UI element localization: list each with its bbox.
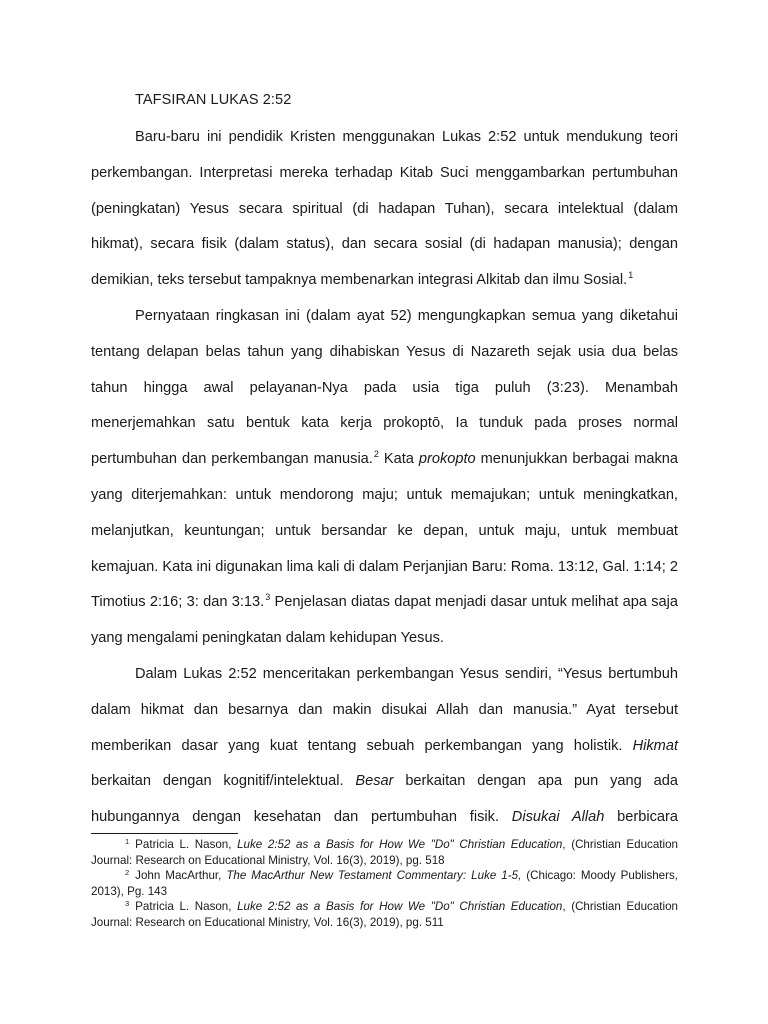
footnote-3-rest: , (Christian Education Journal: Research on Educational Ministry, Vol. 16(3), 2019), pg. 511	[91, 900, 678, 929]
footnote-2-mark: 2	[125, 868, 130, 878]
paragraph-3-text-b: berkaitan dengan kognitif/intelektual.	[91, 773, 356, 790]
paragraph-2-text-b: menunjukkan berbagai makna yang diterjemahkan: untuk mendorong maju; untuk memajukan; untuk meningkatkan, melanjutkan, keuntungan; untuk bersandar ke depan, untuk maju, untuk membuat kemajuan. Kata ini digunakan lima kali di dalam Perjanjian Baru: Roma. 13:12, Gal. 1:14; 2 Timotius 2:16; 3: dan 3:13.	[91, 451, 678, 611]
paragraph-2-text-c: Penjelasan diatas dapat menjadi dasar untuk melihat apa saja yang mengalami peningkatan dalam kehidupan Yesus.	[91, 594, 678, 647]
footnote-2-author: John MacArthur,	[135, 869, 227, 883]
footnote-2-work: The MacArthur New Testament Commentary: Luke 1-5,	[226, 869, 522, 883]
paragraph-2-term: prokopto	[418, 451, 476, 468]
footnote-ref-2[interactable]: 2	[373, 449, 379, 460]
document-page	[91, 0, 678, 1024]
paragraph-2	[91, 299, 678, 657]
footnote-ref-1[interactable]: 1	[628, 270, 634, 281]
paragraph-3-text-a: Dalam Lukas 2:52 menceritakan perkembangan Yesus sendiri, “Yesus bertumbuh dalam hikmat dan besarnya dan makin disukai Allah dan manusia.” Ayat tersebut memberikan dasar yang kuat tentang sebuah perkembangan yang holistik.	[91, 665, 678, 754]
footnote-2	[91, 868, 678, 899]
footnote-3-author: Patricia L. Nason,	[135, 900, 238, 914]
footnote-1-mark: 1	[125, 837, 130, 846]
footnote-1	[91, 837, 678, 868]
footnote-1-work: Luke 2:52 as a Basis for How We "Do" Christian Education	[237, 838, 563, 851]
footnotes	[91, 837, 678, 931]
paragraph-3-besar: Besar	[355, 773, 394, 790]
paragraph-2-kata: Kata	[378, 451, 419, 468]
footnote-ref-3[interactable]: 3	[265, 592, 271, 603]
paragraph-2-text-a: Pernyataan ringkasan ini (dalam ayat 52) mengungkapkan semua yang diketahui tentang delapan belas tahun yang dihabiskan Yesus di Nazareth sejak usia dua belas tahun hingga awal pelayanan-Nya pada usia tiga puluh (3:23). Menambah menerjemahkan satu bentuk kata kerja prokoptō, Ia tunduk pada proses normal pertumbuhan dan perkembangan manusia.	[91, 307, 678, 468]
paragraph-3-text-c: berkaitan dengan apa pun yang ada hubungannya dengan kesehatan dan pertumbuhan fisik.	[91, 773, 678, 826]
footnote-3-work: Luke 2:52 as a Basis for How We "Do" Christian Education	[237, 900, 563, 914]
footnote-1-rest: , (Christian Education Journal: Research on Educational Ministry, Vol. 16(3), 2019), pg. 518	[91, 838, 678, 867]
document-body	[91, 120, 678, 836]
document-title: TAFSIRAN LUKAS 2:52	[135, 92, 292, 108]
paragraph-1-text: Baru-baru ini pendidik Kristen menggunakan Lukas 2:52 untuk mendukung teori perkembangan. Interpretasi mereka terhadap Kitab Suci menggambarkan pertumbuhan (peningkatan) Yesus secara spiritual (di hadapan Tuhan), secara intelektual (dalam hikmat), secara fisik (dalam status), dan secara sosial (di hadapan manusia); dengan demikian, teks tersebut tampaknya membenarkan integrasi Alkitab dan ilmu Sosial.	[91, 129, 678, 289]
footnote-2-rest: (Chicago: Moody Publishers, 2013), Pg. 143	[91, 869, 679, 898]
footnote-separator	[91, 833, 238, 834]
paragraph-3-text-d: berbicara	[604, 809, 678, 826]
paragraph-3-hikmat: Hikmat	[632, 737, 678, 754]
paragraph-3-disukai: Disukai Allah	[511, 809, 605, 826]
footnote-1-author: Patricia L. Nason,	[135, 838, 238, 851]
footnote-3	[91, 899, 678, 930]
paragraph-3	[91, 657, 678, 836]
paragraph-1	[91, 120, 678, 299]
footnote-3-mark: 3	[125, 899, 130, 909]
